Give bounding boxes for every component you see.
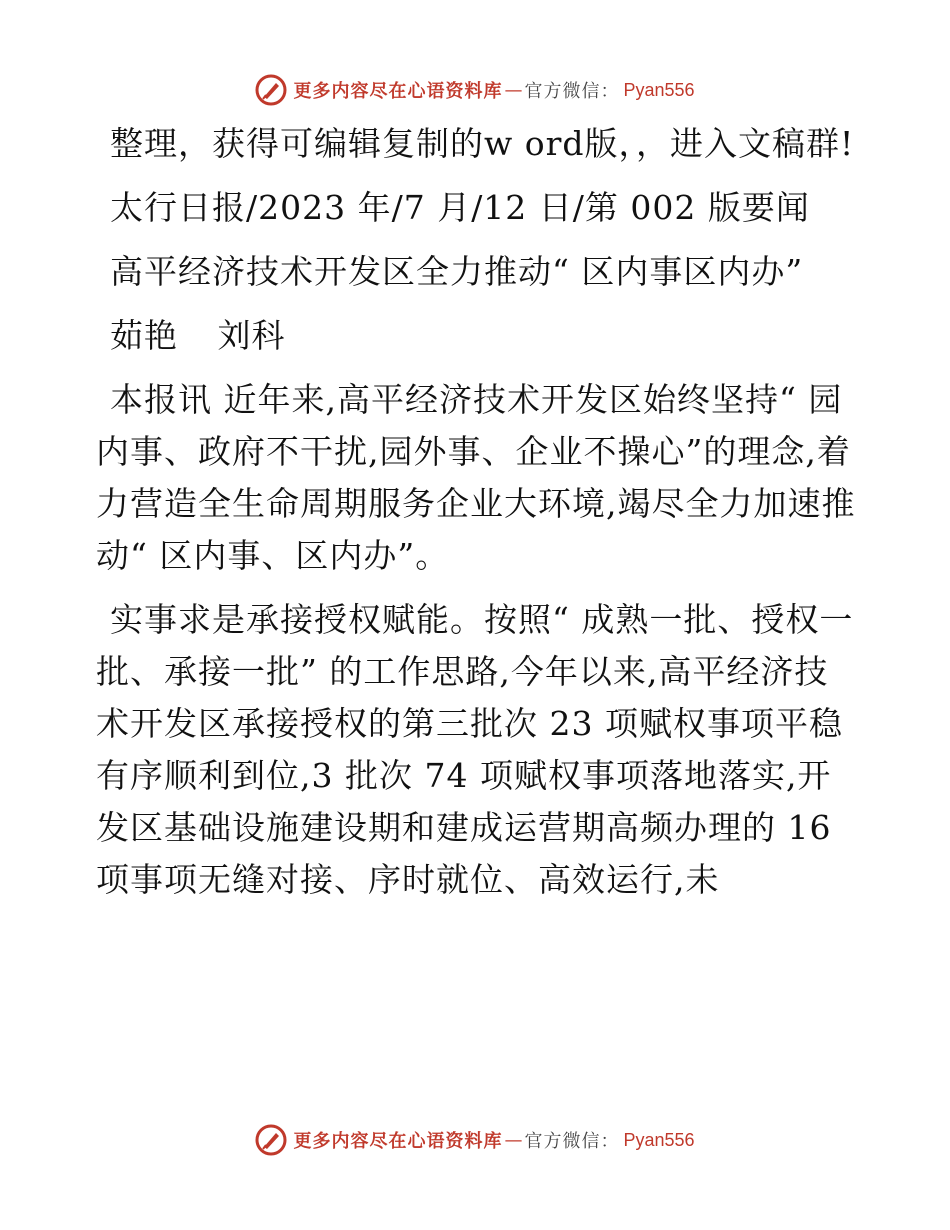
watermark-dash: — <box>504 79 523 101</box>
watermark-wechat-id: Pyan556 <box>623 79 695 100</box>
intro-paragraph: 整理，获得可编辑复制的w ord版，，进入文稿群! <box>110 124 855 163</box>
footer-watermark-banner <box>0 1120 950 1160</box>
watermark-text: 更多内容尽在心语资料库 <box>293 81 503 102</box>
body-paragraph-2: 实事求是承接授权赋能。按照“ 成熟一批、授权一批、承接一批” 的工作思路,今年以来,高平经济技术开发区承接授权的第三批次 23 项赋权事项平稳有序顺利到位,3 批次 74 项赋权事项落地落实,开发区基础设施建设期和建成运营期高频办理的 16 项事项无缝对接、序时就位、高效运行,未 <box>96 600 854 899</box>
quill-pen-logo-icon <box>255 1124 287 1156</box>
source-line: 太行日报/2023 年/7 月/12 日/第 002 版要闻 <box>110 188 810 227</box>
quill-pen-logo-icon <box>255 74 287 106</box>
watermark-wechat-id: Pyan556 <box>623 1129 695 1150</box>
watermark-dash: — <box>504 1129 523 1151</box>
watermark-label: 官方微信： <box>524 81 620 102</box>
body-paragraph-1: 本报讯 近年来,高平经济技术开发区始终坚持“ 园内事、政府不干扰,园外事、企业不操心”的理念,着力营造全生命周期服务企业大环境,竭尽全力加速推动“ 区内事、区内办”。 <box>96 380 856 575</box>
article-title: 高平经济技术开发区全力推动“ 区内事区内办” <box>110 252 804 291</box>
watermark-label: 官方微信： <box>524 1131 620 1152</box>
watermark-text: 更多内容尽在心语资料库 <box>293 1131 503 1152</box>
document-body <box>96 118 856 918</box>
author-byline: 茹艳 刘科 <box>110 316 286 355</box>
header-watermark-banner <box>0 70 950 110</box>
